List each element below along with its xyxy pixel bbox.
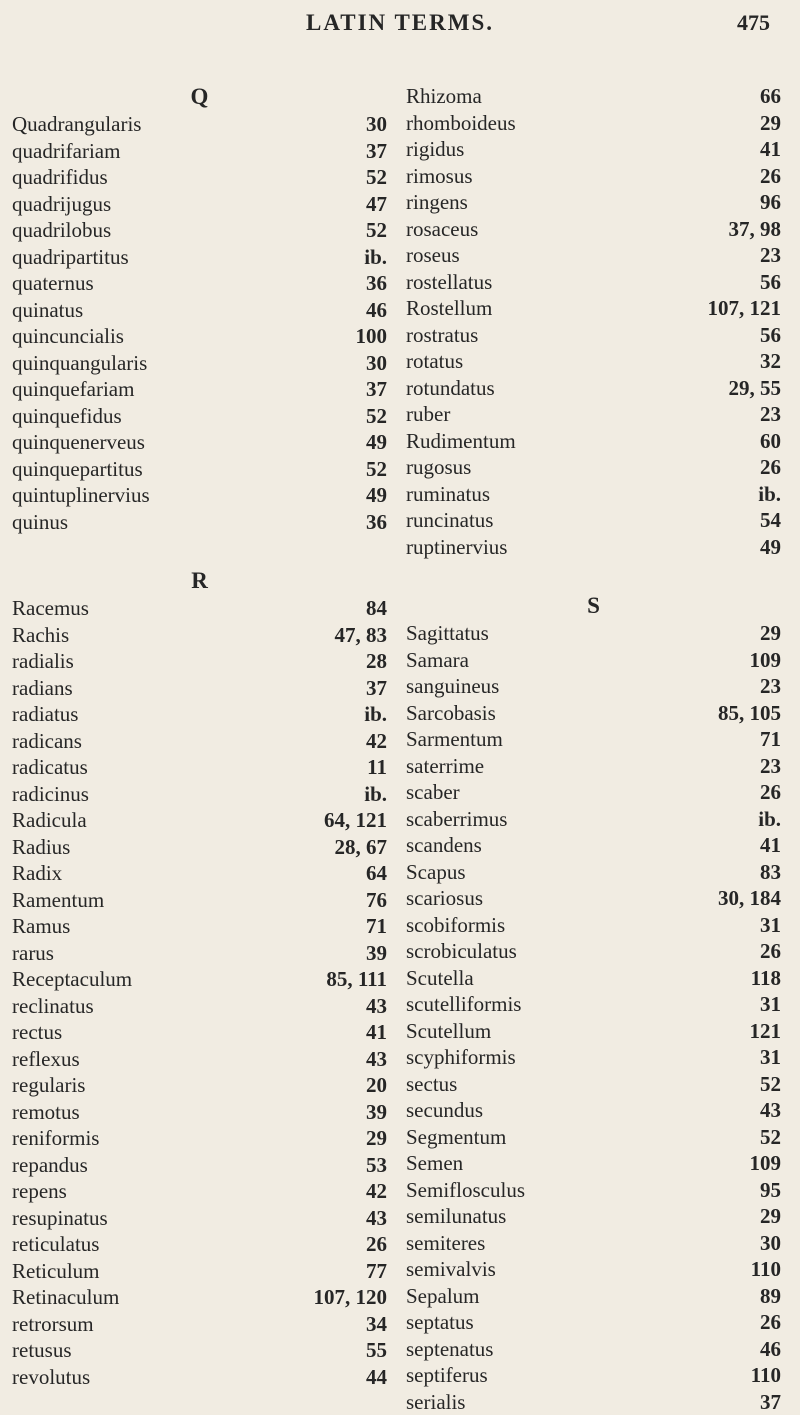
entry-page-ref: 26	[754, 938, 781, 965]
index-entry	[406, 1150, 781, 1177]
index-entry	[406, 401, 781, 428]
index-entry	[406, 481, 781, 508]
entry-page-ref: 29	[754, 110, 781, 137]
entry-term: scaber	[406, 779, 460, 806]
index-entry	[12, 270, 387, 297]
entry-term: Scutella	[406, 965, 474, 992]
letter-group	[406, 560, 781, 1415]
entry-term: quinquepartitus	[12, 456, 143, 483]
entry-term: retusus	[12, 1337, 72, 1364]
index-entry	[12, 217, 387, 244]
entry-page-ref: 29	[754, 1203, 781, 1230]
entry-term: rigidus	[406, 136, 464, 163]
entry-page-ref: ib.	[358, 701, 387, 728]
entry-term: resupinatus	[12, 1205, 108, 1232]
entry-term: quinquefidus	[12, 403, 122, 430]
entry-term: reticulatus	[12, 1231, 99, 1258]
entry-page-ref: 52	[360, 456, 387, 483]
index-entry	[406, 1256, 781, 1283]
entry-page-ref: 60	[754, 428, 781, 455]
entry-page-ref: 43	[360, 993, 387, 1020]
index-entry	[12, 1205, 387, 1232]
entry-page-ref: 84	[360, 595, 387, 622]
entry-page-ref: 41	[754, 832, 781, 859]
entry-term: scutelliformis	[406, 991, 521, 1018]
index-entry	[406, 753, 781, 780]
index-entry	[406, 454, 781, 481]
entry-term: runcinatus	[406, 507, 493, 534]
entry-term: septiferus	[406, 1362, 488, 1389]
entry-term: Ramentum	[12, 887, 104, 914]
entry-term: saterrime	[406, 753, 484, 780]
index-entry	[406, 1389, 781, 1415]
entry-term: rotundatus	[406, 375, 495, 402]
entry-page-ref: 31	[754, 912, 781, 939]
index-entry	[12, 993, 387, 1020]
entry-page-ref: 30, 184	[712, 885, 781, 912]
index-entry	[12, 648, 387, 675]
entry-term: semiteres	[406, 1230, 485, 1257]
entry-page-ref: 71	[360, 913, 387, 940]
index-entry	[12, 191, 387, 218]
entry-page-ref: 77	[360, 1258, 387, 1285]
entry-page-ref: 109	[744, 647, 782, 674]
entry-term: rimosus	[406, 163, 473, 190]
index-entry	[406, 859, 781, 886]
index-entry	[12, 1231, 387, 1258]
entry-term: Ramus	[12, 913, 70, 940]
entry-term: reniformis	[12, 1125, 99, 1152]
entry-term: Scapus	[406, 859, 466, 886]
entry-page-ref: 89	[754, 1283, 781, 1310]
entry-page-ref: 23	[754, 753, 781, 780]
index-entry	[406, 806, 781, 833]
index-entry	[406, 1044, 781, 1071]
entry-page-ref: 85, 105	[712, 700, 781, 727]
index-entry	[406, 1336, 781, 1363]
index-entry	[406, 1097, 781, 1124]
index-entry	[406, 163, 781, 190]
entry-term: rostellatus	[406, 269, 492, 296]
entry-page-ref: 11	[361, 754, 387, 781]
index-entry	[12, 1311, 387, 1338]
entry-term: quadripartitus	[12, 244, 129, 271]
entry-term: serialis	[406, 1389, 465, 1415]
entry-term: Radicula	[12, 807, 87, 834]
index-entry	[12, 887, 387, 914]
entry-term: Semiflosculus	[406, 1177, 525, 1204]
letter-group	[12, 83, 387, 535]
entry-page-ref: 37	[360, 675, 387, 702]
index-entry	[12, 834, 387, 861]
index-entry	[406, 216, 781, 243]
index-entry	[406, 885, 781, 912]
entry-page-ref: 23	[754, 401, 781, 428]
entry-page-ref: 56	[754, 322, 781, 349]
index-entry	[12, 509, 387, 536]
entry-term: radians	[12, 675, 73, 702]
entry-term: semilunatus	[406, 1203, 506, 1230]
entry-page-ref: 44	[360, 1364, 387, 1391]
entry-page-ref: 54	[754, 507, 781, 534]
index-entry	[406, 991, 781, 1018]
entry-term: rhomboideus	[406, 110, 516, 137]
entry-term: quadrijugus	[12, 191, 111, 218]
entry-term: quincuncialis	[12, 323, 124, 350]
index-entry	[406, 912, 781, 939]
entry-page-ref: 95	[754, 1177, 781, 1204]
index-entry	[12, 807, 387, 834]
entry-term: quinus	[12, 509, 68, 536]
entry-term: Racemus	[12, 595, 89, 622]
entry-term: rosaceus	[406, 216, 478, 243]
entry-term: scobiformis	[406, 912, 505, 939]
entry-page-ref: 41	[360, 1019, 387, 1046]
entry-term: quinquangularis	[12, 350, 147, 377]
entry-term: roseus	[406, 242, 460, 269]
letter-group	[12, 535, 387, 1390]
index-entry	[406, 647, 781, 674]
entry-page-ref: 52	[754, 1124, 781, 1151]
entry-term: Semen	[406, 1150, 463, 1177]
index-entry	[12, 244, 387, 271]
index-entry	[12, 940, 387, 967]
entry-term: quinquenerveus	[12, 429, 145, 456]
entry-term: sanguineus	[406, 673, 499, 700]
entry-page-ref: 26	[754, 1309, 781, 1336]
entry-page-ref: 46	[754, 1336, 781, 1363]
entry-term: rarus	[12, 940, 54, 967]
entry-page-ref: 118	[745, 965, 781, 992]
entry-page-ref: 30	[360, 111, 387, 138]
entry-page-ref: 23	[754, 242, 781, 269]
entry-term: ringens	[406, 189, 468, 216]
index-entry	[406, 1309, 781, 1336]
index-entry	[12, 728, 387, 755]
index-entry	[406, 110, 781, 137]
entry-term: quinatus	[12, 297, 83, 324]
entry-term: Rhizoma	[406, 83, 482, 110]
entry-page-ref: 52	[360, 403, 387, 430]
entry-page-ref: 20	[360, 1072, 387, 1099]
index-entry	[406, 189, 781, 216]
entry-term: Segmentum	[406, 1124, 506, 1151]
index-entry	[12, 1284, 387, 1311]
entry-term: reflexus	[12, 1046, 80, 1073]
index-entry	[12, 781, 387, 808]
entry-page-ref: 29	[754, 620, 781, 647]
index-entry	[12, 860, 387, 887]
entry-term: sectus	[406, 1071, 457, 1098]
index-entry	[12, 1046, 387, 1073]
entry-page-ref: ib.	[752, 806, 781, 833]
index-entry	[12, 622, 387, 649]
entry-page-ref: 64, 121	[318, 807, 387, 834]
running-title: LATIN TERMS.	[0, 10, 800, 36]
entry-term: Rostellum	[406, 295, 492, 322]
entry-term: repandus	[12, 1152, 88, 1179]
entry-term: Rachis	[12, 622, 69, 649]
index-entry	[12, 138, 387, 165]
index-entry	[12, 701, 387, 728]
entry-term: remotus	[12, 1099, 80, 1126]
entry-term: scariosus	[406, 885, 483, 912]
right-column	[406, 83, 781, 1415]
entry-page-ref: 52	[360, 217, 387, 244]
entry-page-ref: 29, 55	[723, 375, 782, 402]
entry-term: Receptaculum	[12, 966, 132, 993]
entry-term: radicinus	[12, 781, 89, 808]
entry-term: scrobiculatus	[406, 938, 517, 965]
index-entry	[406, 726, 781, 753]
left-column	[12, 83, 387, 1390]
index-entry	[12, 1099, 387, 1126]
entry-page-ref: 52	[360, 164, 387, 191]
entry-page-ref: 96	[754, 189, 781, 216]
letter-group	[406, 83, 781, 560]
entry-term: radicans	[12, 728, 82, 755]
entry-term: quinquefariam	[12, 376, 134, 403]
entry-page-ref: 43	[360, 1205, 387, 1232]
entry-term: Sagittatus	[406, 620, 489, 647]
entry-page-ref: 39	[360, 940, 387, 967]
index-entry	[12, 376, 387, 403]
entry-page-ref: 37	[360, 376, 387, 403]
entry-term: scandens	[406, 832, 482, 859]
index-entry	[12, 1178, 387, 1205]
entry-page-ref: 37, 98	[723, 216, 782, 243]
index-entry	[406, 322, 781, 349]
entry-page-ref: 121	[744, 1018, 782, 1045]
index-entry	[12, 1072, 387, 1099]
entry-page-ref: 28	[360, 648, 387, 675]
entry-page-ref: 47	[360, 191, 387, 218]
entry-term: Sarmentum	[406, 726, 503, 753]
index-entry	[12, 1364, 387, 1391]
entry-term: Radius	[12, 834, 70, 861]
index-entry	[12, 913, 387, 940]
index-entry	[406, 1177, 781, 1204]
index-entry	[12, 1152, 387, 1179]
entry-page-ref: 85, 111	[320, 966, 387, 993]
entry-page-ref: 52	[754, 1071, 781, 1098]
entry-page-ref: 109	[744, 1150, 782, 1177]
index-entry	[406, 428, 781, 455]
entry-term: secundus	[406, 1097, 483, 1124]
entry-term: radicatus	[12, 754, 88, 781]
entry-term: radialis	[12, 648, 74, 675]
page-number: 475	[737, 10, 770, 36]
entry-page-ref: 29	[360, 1125, 387, 1152]
entry-page-ref: 23	[754, 673, 781, 700]
entry-page-ref: ib.	[752, 481, 781, 508]
entry-term: regularis	[12, 1072, 85, 1099]
entry-term: Reticulum	[12, 1258, 100, 1285]
entry-page-ref: 26	[360, 1231, 387, 1258]
entry-page-ref: 43	[360, 1046, 387, 1073]
entry-term: ruptinervius	[406, 534, 507, 561]
index-entry	[406, 507, 781, 534]
entry-term: rectus	[12, 1019, 62, 1046]
entry-page-ref: 46	[360, 297, 387, 324]
index-entry	[406, 1203, 781, 1230]
index-entry	[12, 1258, 387, 1285]
entry-page-ref: 42	[360, 728, 387, 755]
index-entry	[406, 242, 781, 269]
entry-page-ref: 110	[745, 1362, 781, 1389]
entry-page-ref: 49	[360, 429, 387, 456]
entry-term: rotatus	[406, 348, 463, 375]
entry-page-ref: 31	[754, 1044, 781, 1071]
index-entry	[12, 595, 387, 622]
entry-page-ref: 76	[360, 887, 387, 914]
entry-term: scaberrimus	[406, 806, 507, 833]
entry-page-ref: 100	[350, 323, 388, 350]
index-entry	[12, 1125, 387, 1152]
entry-term: septenatus	[406, 1336, 493, 1363]
index-entry	[406, 348, 781, 375]
group-spacer	[406, 560, 781, 592]
entry-term: revolutus	[12, 1364, 90, 1391]
entry-term: Samara	[406, 647, 469, 674]
index-entry	[406, 673, 781, 700]
entry-page-ref: ib.	[358, 244, 387, 271]
entry-page-ref: 26	[754, 454, 781, 481]
entry-page-ref: 36	[360, 509, 387, 536]
index-entry	[406, 938, 781, 965]
index-entry	[406, 832, 781, 859]
index-entry	[406, 779, 781, 806]
index-entry	[406, 375, 781, 402]
index-entry	[12, 675, 387, 702]
entry-term: Sepalum	[406, 1283, 480, 1310]
entry-term: Retinaculum	[12, 1284, 119, 1311]
index-entry	[12, 403, 387, 430]
entry-term: Scutellum	[406, 1018, 491, 1045]
index-entry	[12, 429, 387, 456]
entry-page-ref: 39	[360, 1099, 387, 1126]
index-entry	[12, 164, 387, 191]
index-entry	[406, 269, 781, 296]
entry-page-ref: 47, 83	[329, 622, 388, 649]
entry-page-ref: 41	[754, 136, 781, 163]
entry-page-ref: 64	[360, 860, 387, 887]
index-entry	[406, 620, 781, 647]
index-entry	[12, 323, 387, 350]
entry-page-ref: 107, 120	[308, 1284, 388, 1311]
entry-term: repens	[12, 1178, 67, 1205]
index-entry	[406, 1283, 781, 1310]
index-entry	[12, 350, 387, 377]
entry-term: septatus	[406, 1309, 474, 1336]
entry-term: Quadrangularis	[12, 111, 141, 138]
page-header	[0, 10, 800, 40]
entry-term: rugosus	[406, 454, 471, 481]
entry-term: quadrilobus	[12, 217, 111, 244]
index-entry	[406, 1071, 781, 1098]
index-entry	[406, 295, 781, 322]
entry-page-ref: 37	[754, 1389, 781, 1415]
section-letter: S	[406, 592, 781, 620]
entry-page-ref: 30	[360, 350, 387, 377]
entry-term: rostratus	[406, 322, 478, 349]
entry-term: quadrifidus	[12, 164, 108, 191]
entry-term: reclinatus	[12, 993, 94, 1020]
entry-page-ref: 49	[360, 482, 387, 509]
entry-page-ref: 71	[754, 726, 781, 753]
index-entry	[406, 83, 781, 110]
entry-term: quintuplinervius	[12, 482, 150, 509]
section-letter: Q	[12, 83, 387, 111]
index-entry	[12, 456, 387, 483]
entry-term: ruber	[406, 401, 450, 428]
entry-page-ref: 42	[360, 1178, 387, 1205]
entry-page-ref: 107, 121	[702, 295, 782, 322]
entry-term: Radix	[12, 860, 62, 887]
entry-page-ref: 26	[754, 163, 781, 190]
index-entry	[12, 297, 387, 324]
index-entry	[406, 534, 781, 561]
entry-page-ref: 53	[360, 1152, 387, 1179]
section-letter: R	[12, 567, 387, 595]
group-spacer	[12, 535, 387, 567]
entry-page-ref: 43	[754, 1097, 781, 1124]
entry-term: ruminatus	[406, 481, 490, 508]
index-entry	[406, 1362, 781, 1389]
entry-term: quadrifariam	[12, 138, 120, 165]
index-entry	[406, 1018, 781, 1045]
entry-term: scyphiformis	[406, 1044, 516, 1071]
entry-page-ref: ib.	[358, 781, 387, 808]
index-entry	[12, 482, 387, 509]
index-entry	[406, 136, 781, 163]
index-entry	[12, 966, 387, 993]
index-entry	[12, 1019, 387, 1046]
entry-term: retrorsum	[12, 1311, 94, 1338]
index-entry	[406, 1124, 781, 1151]
index-entry	[12, 1337, 387, 1364]
entry-term: quaternus	[12, 270, 94, 297]
entry-page-ref: 28, 67	[329, 834, 388, 861]
entry-page-ref: 110	[745, 1256, 781, 1283]
index-entry	[12, 111, 387, 138]
entry-page-ref: 32	[754, 348, 781, 375]
entry-page-ref: 55	[360, 1337, 387, 1364]
entry-page-ref: 30	[754, 1230, 781, 1257]
entry-term: semivalvis	[406, 1256, 496, 1283]
entry-page-ref: 83	[754, 859, 781, 886]
entry-page-ref: 66	[754, 83, 781, 110]
entry-page-ref: 37	[360, 138, 387, 165]
entry-page-ref: 31	[754, 991, 781, 1018]
index-entry	[406, 965, 781, 992]
entry-page-ref: 26	[754, 779, 781, 806]
entry-term: Sarcobasis	[406, 700, 496, 727]
index-entry	[12, 754, 387, 781]
index-entry	[406, 1230, 781, 1257]
index-entry	[406, 700, 781, 727]
entry-term: radiatus	[12, 701, 78, 728]
entry-page-ref: 56	[754, 269, 781, 296]
entry-page-ref: 36	[360, 270, 387, 297]
entry-page-ref: 34	[360, 1311, 387, 1338]
entry-term: Rudimentum	[406, 428, 516, 455]
entry-page-ref: 49	[754, 534, 781, 561]
